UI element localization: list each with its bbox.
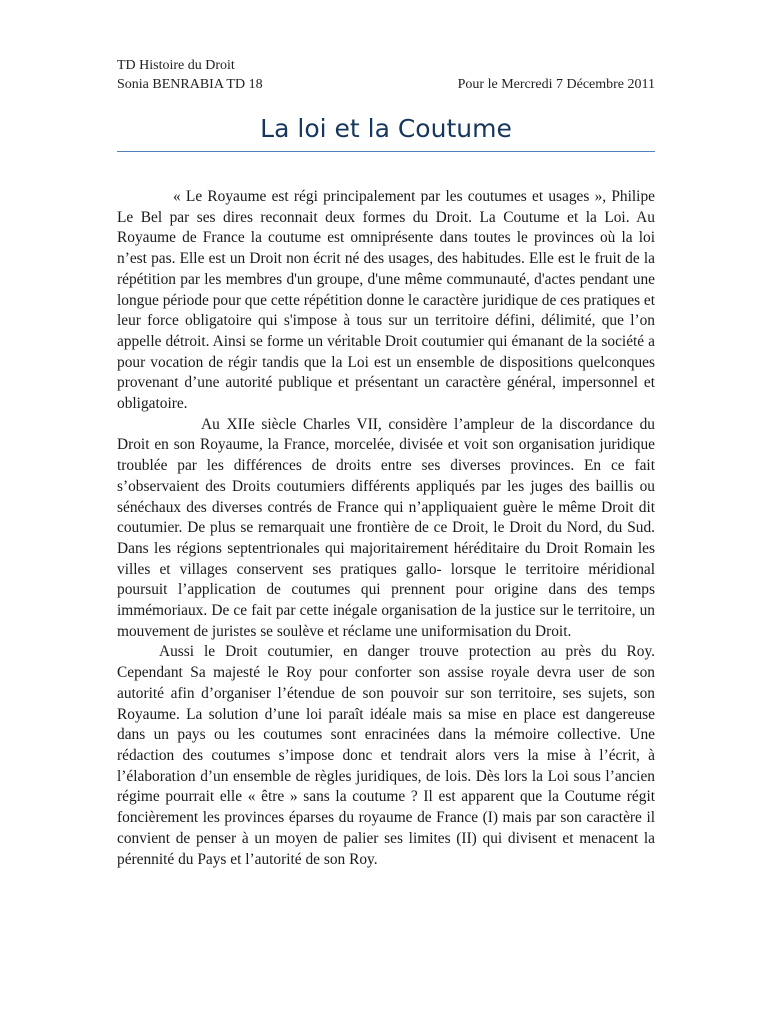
due-date-label: Pour le Mercredi 7 Décembre 2011: [457, 77, 655, 92]
paragraph-3: Aussi le Droit coutumier, en danger trouve protection au près du Roy. Cependant Sa majesté le Roy pour conforter son assise royale devra user de son autorité afin d’organiser l’étendue de son pouvoir sur son territoire, ses sujets, son Royaume. La solution d’une loi paraît idéale mais sa mise en place est dangereuse dans un pays ou les coutumes sont enracinées dans la mémoire collective. Une rédaction des coutumes s’impose donc et tendrait alors vers la mise à l’écrit, à l’élaboration d’un ensemble de règles juridiques, de lois. Dès lors la Loi sous l’ancien régime pourrait elle « être » sans la coutume ? Il est apparent que la Coutume régit foncièrement les provinces éparses du royaume de France (I) mais par son caractère il convient de penser à un moyen de palier ses limites (II) qui divisent et menacent la pérennité du Pays et l’autorité de son Roy.: [117, 643, 655, 868]
title-underline: [117, 151, 655, 152]
course-label: TD Histoire du Droit: [117, 58, 235, 73]
header-row: [117, 75, 655, 94]
author-label: Sonia BENRABIA TD 18: [117, 77, 263, 92]
document-title: La loi et la Coutume: [260, 114, 512, 143]
paragraph-1: « Le Royaume est régi principalement par les coutumes et usages », Philipe Le Bel par ses dires reconnait deux formes du Droit. La Coutume et la Loi. Au Royaume de France la coutume est omniprésente dans toutes le provinces où la loi n’est pas. Elle est un Droit non écrit né des usages, des habitudes. Elle est le fruit de la répétition par les membres d'un groupe, d'une même communauté, d'actes pendant une longue période pour que cette répétition donne le caractère juridique de ces pratiques et leur force obligatoire qui s'impose à tous sur un territoire défini, délimité, que l’on appelle détroit. Ainsi se forme un véritable Droit coutumier qui émanant de la société a pour vocation de régir tandis que la Loi est un ensemble de dispositions quelconques provenant d’une autorité publique et présentant un caractère général, impersonnel et obligatoire.: [117, 188, 656, 413]
paragraph-2: Au XIIe siècle Charles VII, considère l’ampleur de la discordance du Droit en son Royaume, la France, morcelée, divisée et voit son organisation juridique troublée par les différences de droits entre ses diverses provinces. En ce fait s’observaient des Droits coutumiers différents appliqués par les juges des baillis ou sénéchaux des diverses contrés de France qui n’appliquaient guère le même Droit dit coutumier. De plus se remarquait une frontière de ce Droit, le Droit du Nord, du Sud. Dans les régions septentrionales qui majoritairement héréditaire du Droit Romain les villes et villages conservent ses pratiques gallo- lorsque le territoire méridional poursuit l’application de coutumes qui prennent pour origine dans des temps immémoriaux. De ce fait par cette inégale organisation de la justice sur le territoire, un mouvement de juristes se soulève et réclame une uniformisation du Droit.: [117, 415, 655, 640]
page-header: [117, 56, 655, 94]
title-block: [117, 112, 655, 146]
document-body: [117, 187, 655, 870]
